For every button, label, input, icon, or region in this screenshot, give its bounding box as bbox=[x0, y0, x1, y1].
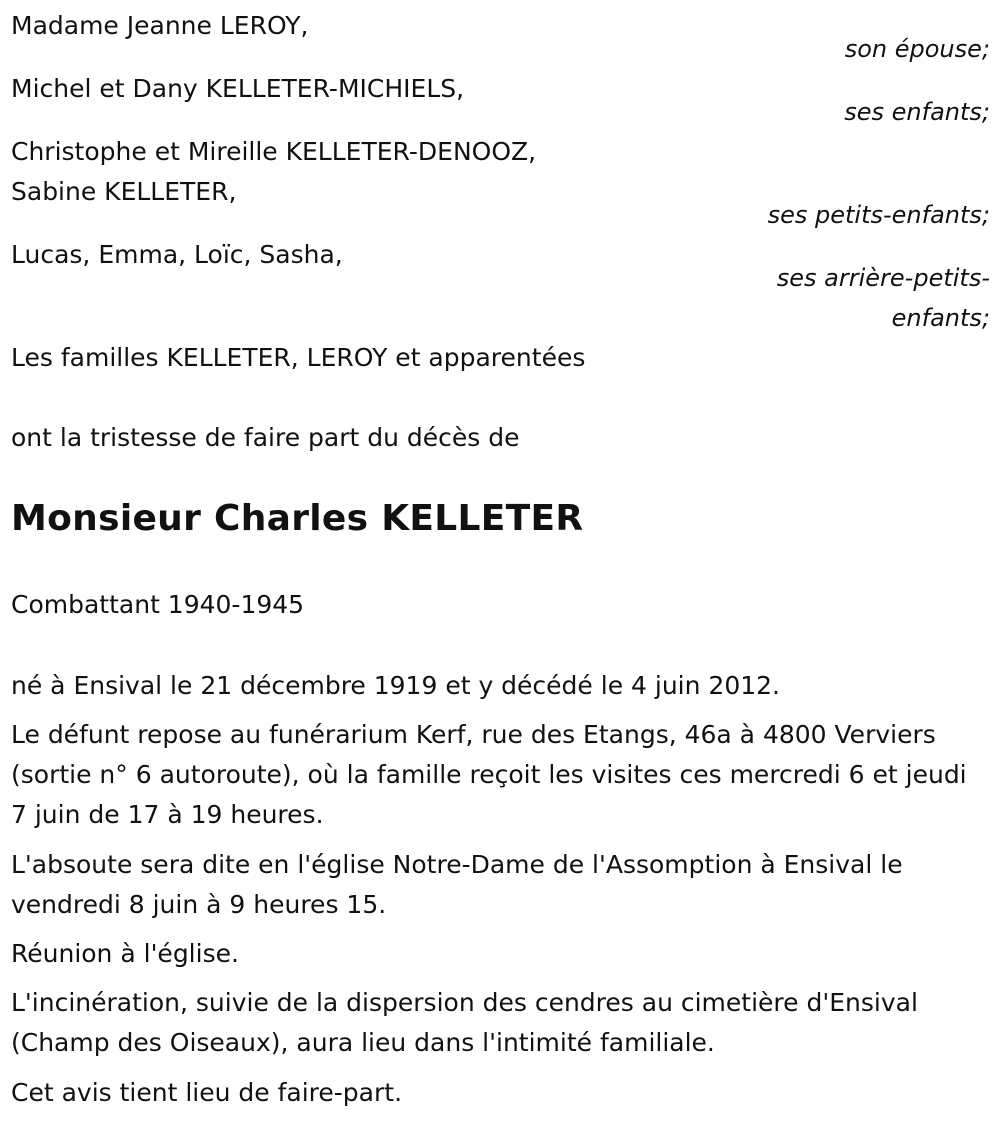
paragraph-meeting: Réunion à l'église. bbox=[11, 939, 239, 968]
deceased-title: Combattant 1940-1945 bbox=[11, 590, 305, 619]
paragraph-funerarium: Le défunt repose au funérarium Kerf, rue des Etangs, 46a à 4800 Verviers (sortie n° 6 autoroute), où la famille reçoit les visites ces mercredi 6 et jeudi 7 juin de 17 à 19 heures. bbox=[11, 720, 967, 829]
deceased-name: Monsieur Charles KELLETER bbox=[11, 498, 584, 539]
family-line-great-grandchildren: Lucas, Emma, Loïc, Sasha, bbox=[11, 240, 343, 269]
paragraph-cremation: L'incinération, suivie de la dispersion des cendres au cimetière d'Ensival (Champ des Oiseaux), aura lieu dans l'intimité familiale. bbox=[11, 988, 918, 1057]
paragraph-birth-death: né à Ensival le 21 décembre 1919 et y décédé le 4 juin 2012. bbox=[11, 671, 780, 700]
role-great-grandchildren: ses arrière-petits-enfants; bbox=[776, 264, 990, 332]
family-line-grandchildren-2: Sabine KELLETER, bbox=[11, 177, 237, 206]
family-line-spouse: Madame Jeanne LEROY, bbox=[11, 11, 309, 40]
paragraph-closing: Cet avis tient lieu de faire-part. bbox=[11, 1078, 403, 1107]
family-line-relatives: Les familles KELLETER, LEROY et apparentées bbox=[11, 343, 586, 372]
role-grandchildren: ses petits-enfants; bbox=[767, 201, 990, 229]
family-line-children: Michel et Dany KELLETER-MICHIELS, bbox=[11, 74, 465, 103]
announcement-text: ont la tristesse de faire part du décès de bbox=[11, 423, 520, 452]
paragraph-absolution: L'absoute sera dite en l'église Notre-Dame de l'Assomption à Ensival le vendredi 8 juin à 9 heures 15. bbox=[11, 850, 903, 919]
role-children: ses enfants; bbox=[844, 98, 990, 126]
family-line-grandchildren-1: Christophe et Mireille KELLETER-DENOOZ, bbox=[11, 137, 537, 166]
role-spouse: son épouse; bbox=[844, 35, 990, 63]
